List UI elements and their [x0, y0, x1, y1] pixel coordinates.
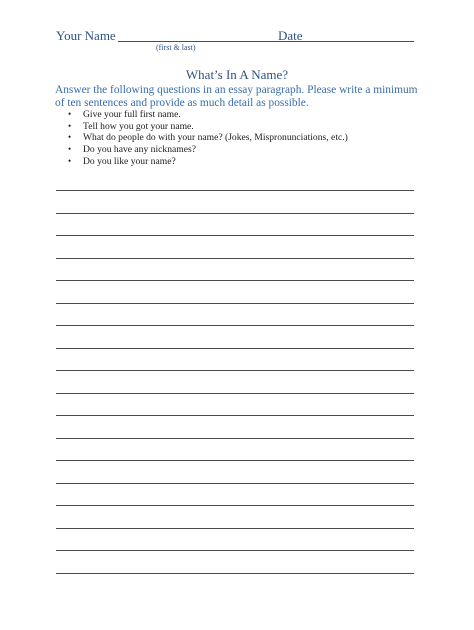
writing-line[interactable] [56, 235, 414, 236]
writing-line[interactable] [56, 438, 414, 439]
writing-line[interactable] [56, 190, 414, 191]
question-text: Do you have any nicknames? [83, 144, 196, 156]
writing-line[interactable] [56, 393, 414, 394]
writing-line[interactable] [56, 348, 414, 349]
writing-lines[interactable] [56, 190, 414, 580]
bullet-icon: • [68, 144, 72, 155]
writing-line[interactable] [56, 550, 414, 551]
bullet-icon: • [68, 155, 72, 166]
writing-line[interactable] [56, 303, 414, 304]
bullet-icon: • [68, 120, 72, 131]
question-item [68, 156, 428, 168]
writing-line[interactable] [56, 483, 414, 484]
writing-line[interactable] [56, 213, 414, 214]
question-text: Do you like your name? [83, 155, 176, 167]
bullet-icon: • [68, 109, 72, 119]
question-item [68, 144, 428, 156]
date-label: Date [278, 28, 303, 43]
writing-line[interactable] [56, 325, 414, 326]
question-item [68, 121, 428, 133]
instructions-text: Answer the following questions in an essay paragraph. Please write a minimum of ten sentences and provide as much detail as possible. [55, 84, 418, 109]
name-hint: (first & last) [156, 43, 196, 52]
name-label: Your Name [56, 28, 116, 43]
date-field[interactable] [308, 41, 414, 42]
worksheet-title: What’s In A Name? [185, 67, 289, 82]
question-text: What do people do with your name? (Jokes, Mispronunciations, etc.) [83, 132, 348, 144]
question-text: Tell how you got your name. [83, 120, 194, 132]
question-text: Give your full first name. [83, 109, 181, 120]
writing-line[interactable] [56, 505, 414, 506]
writing-line[interactable] [56, 280, 414, 281]
question-item [68, 109, 428, 121]
question-item [68, 132, 428, 144]
question-list [68, 109, 428, 168]
writing-line[interactable] [56, 258, 414, 259]
writing-line[interactable] [56, 528, 414, 529]
writing-line[interactable] [56, 415, 414, 416]
name-date-header [56, 28, 416, 58]
bullet-icon: • [68, 132, 72, 143]
writing-line[interactable] [56, 573, 414, 574]
writing-line[interactable] [56, 460, 414, 461]
writing-line[interactable] [56, 370, 414, 371]
